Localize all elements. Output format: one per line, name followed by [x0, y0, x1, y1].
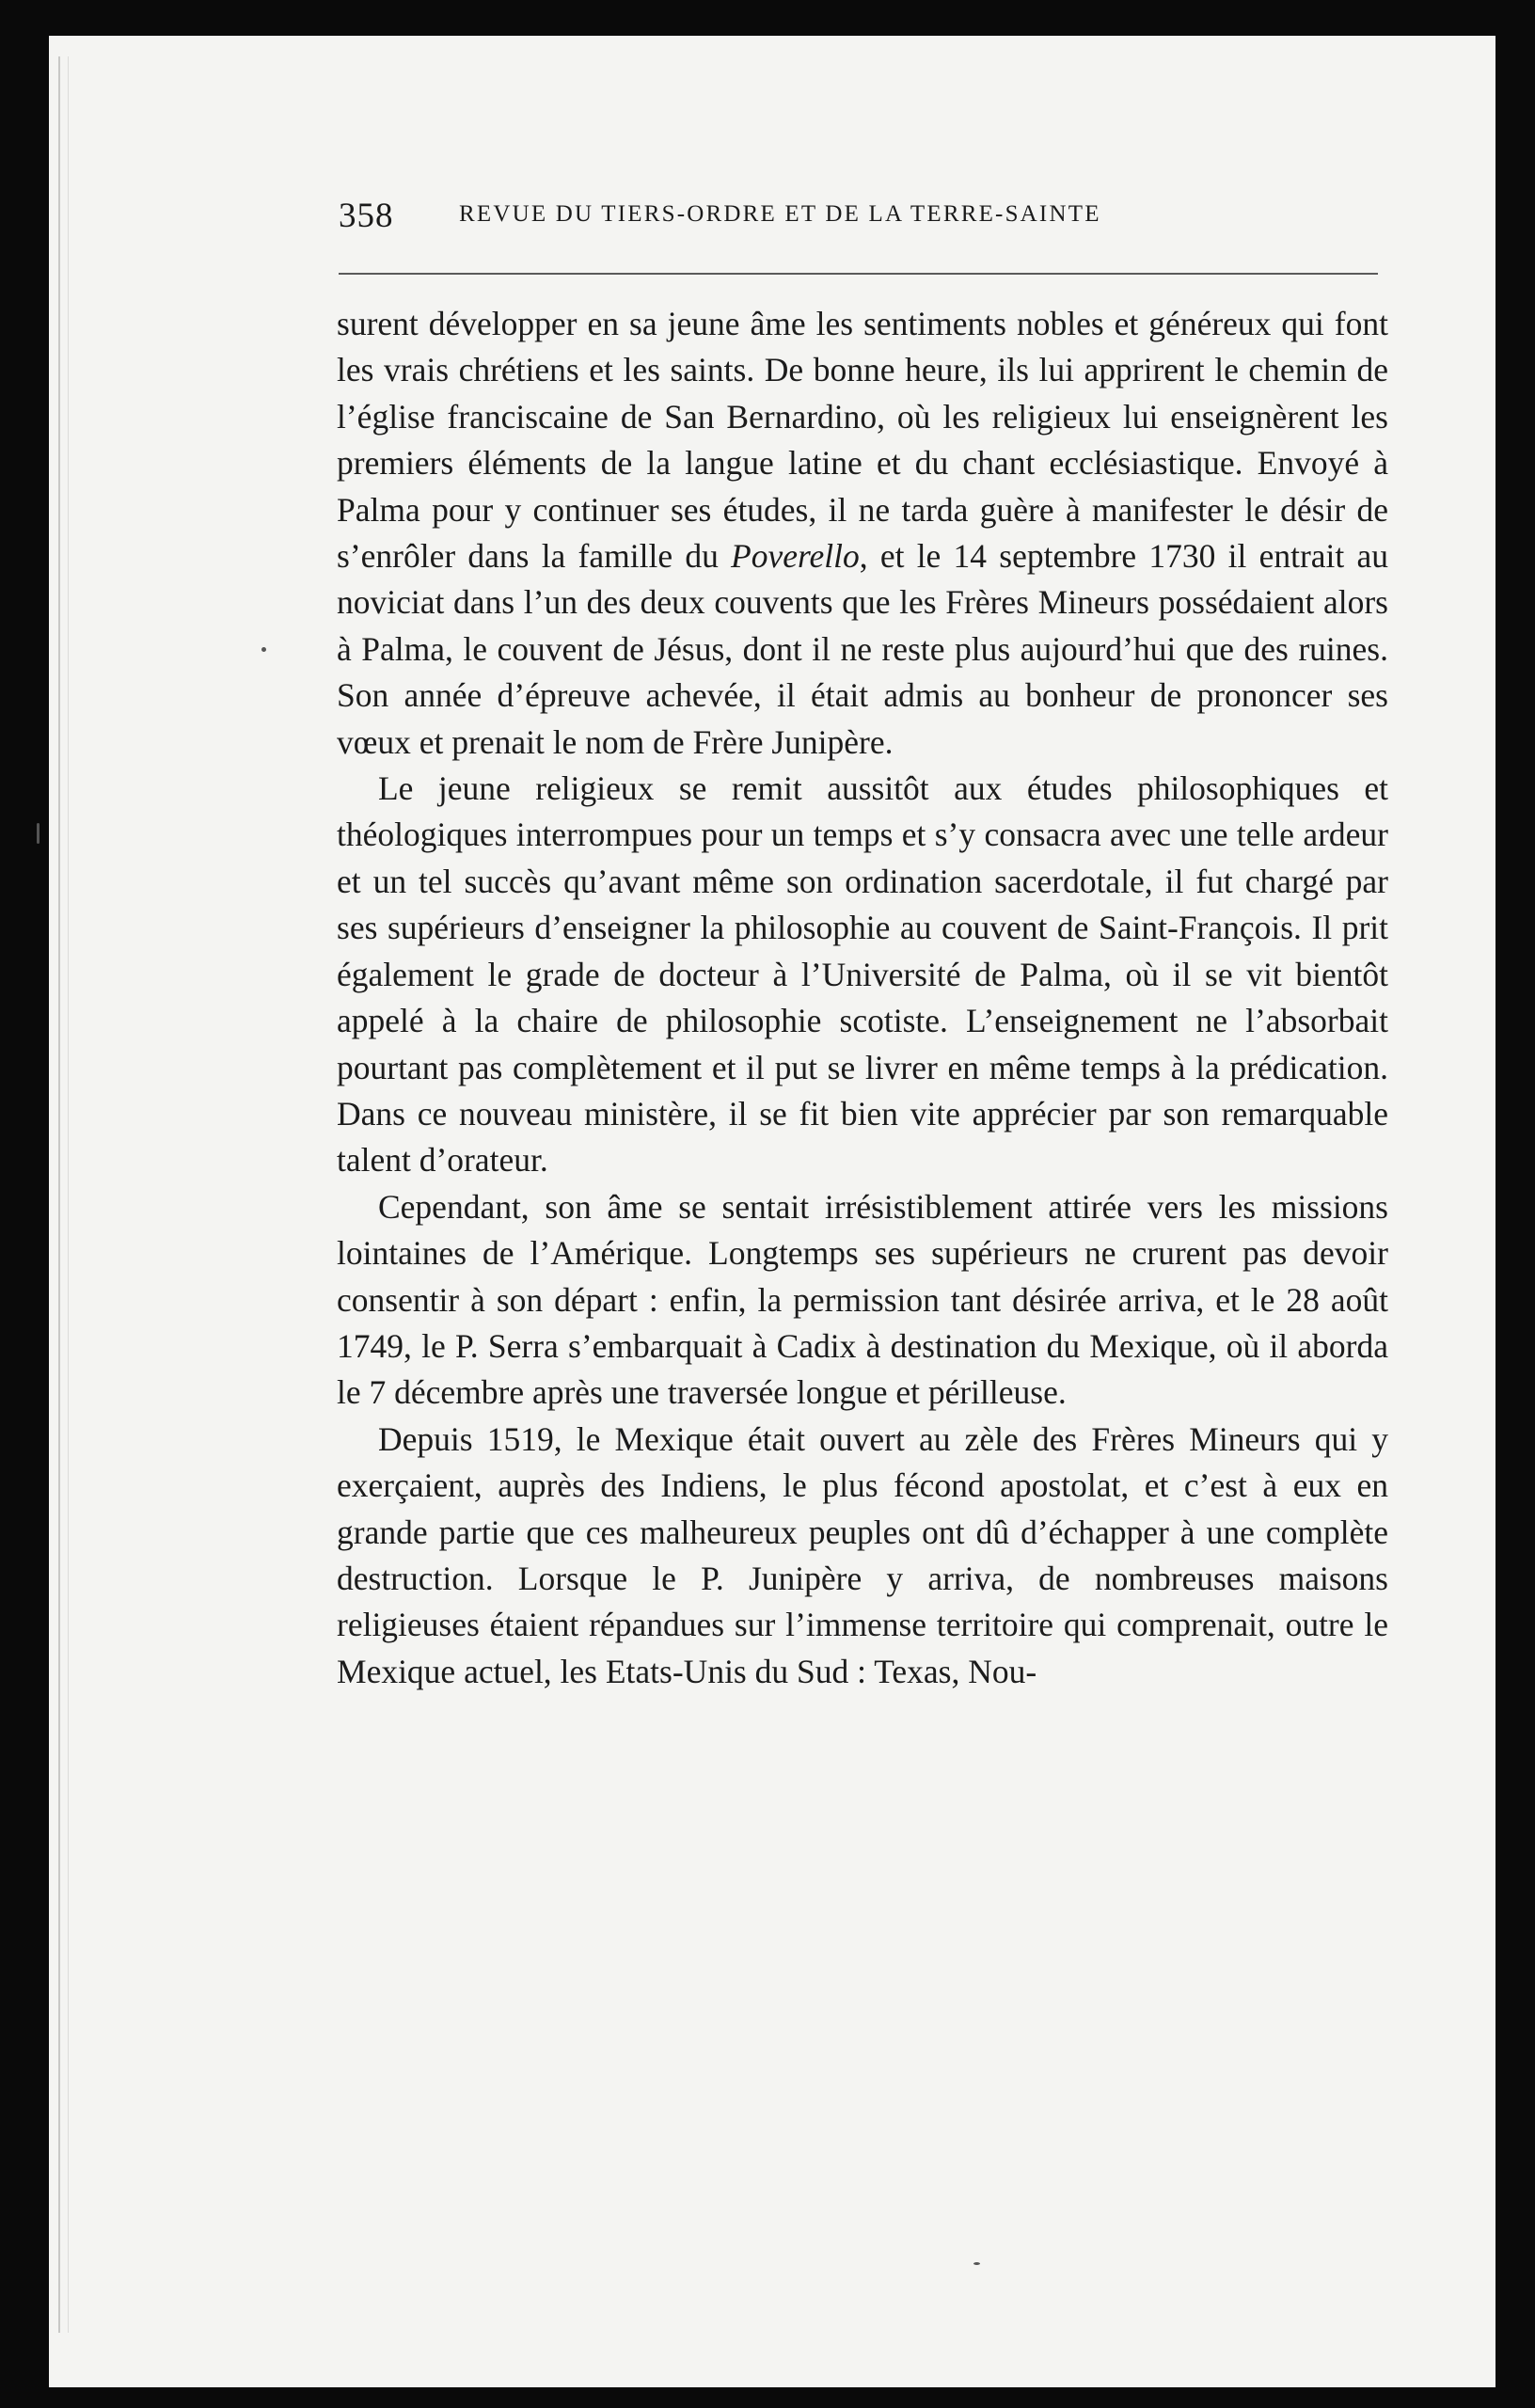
scan-speck — [37, 823, 40, 844]
paragraph-3: Cependant, son âme se sentait irrésistiblement attirée vers les missions lointaines de l’Amérique. Longtemps ses supérieurs ne crurent pas devoir consentir à son départ : enfin, la permission tant désirée arriva, et le 28 août 1749, le P. Serra s’embarquait à Cadix à destination du Mexique, où il aborda le 7 décembre après une traversée longue et périlleuse. — [337, 1187, 1388, 1412]
running-title: REVUE DU TIERS-ORDRE ET DE LA TERRE-SAINTE — [459, 201, 1101, 227]
paragraph-1-part-a: surent développer en sa jeune âme les sentiments nobles et généreux qui font les vrais chrétiens et les saints. De bonne heure, ils lui apprirent le chemin de l’église franciscaine de San Bernardino, où les religieux lui enseignèrent les premiers éléments de la langue latine et du chant ecclésiastique. Envoyé à Palma pour y continuer ses études, il ne tarda guère à manifester le désir de s’enrôler dans la famille du — [337, 305, 1388, 576]
paragraph-4: Depuis 1519, le Mexique était ouvert au zèle des Frères Mineurs qui y exerçaient, auprès des Indiens, le plus fécond apostolat, et c’est à eux en grande partie que ces malheureux peuples ont dû d’échapper à une complète destruction. Lorsque le P. Junipère y arriva, de nombreuses maisons religieuses étaient répandues sur l’immense territoire qui comprenait, outre le Mexique actuel, les Etats-Unis du Sud : Texas, Nou- — [337, 1419, 1388, 1690]
header-rule — [339, 273, 1378, 275]
paragraph-1-italic: Poverello — [731, 537, 860, 576]
scan-speck — [261, 647, 266, 652]
paragraph-1 — [337, 301, 1388, 766]
scan-speck — [973, 2262, 980, 2265]
page-number: 358 — [339, 197, 394, 235]
paragraph-2: Le jeune religieux se remit aussitôt aux études philosophiques et théologiques interrompues pour un temps et s’y consacra avec une telle ardeur et un tel succès qu’avant même son ordination sacerdotale, il fut chargé par ses supérieurs d’enseigner la philosophie au couvent de Saint-François. Il prit également le grade de docteur à l’Université de Palma, où il se vit bientôt appelé à la chaire de philosophie scotiste. L’enseignement ne l’absorbait pourtant pas complètement et il put se livrer en même temps à la prédication. Dans ce nouveau ministère, il se fit bien vite apprécier par son remarquable talent d’orateur. — [337, 769, 1388, 1180]
body-text — [337, 301, 1388, 1695]
page-binding-edge — [58, 56, 69, 2333]
paragraph-1-part-b: , et le 14 septembre 1730 il entrait au noviciat dans l’un des deux couvents que les Frères Mineurs possédaient alors à Palma, le couvent de Jésus, dont il ne reste plus aujourd’hui que des ruines. Son année d’épreuve achevée, il était admis au bonheur de prononcer ses vœux et prenait le nom de Frère Junipère. — [337, 537, 1388, 761]
page-header — [339, 196, 1378, 252]
